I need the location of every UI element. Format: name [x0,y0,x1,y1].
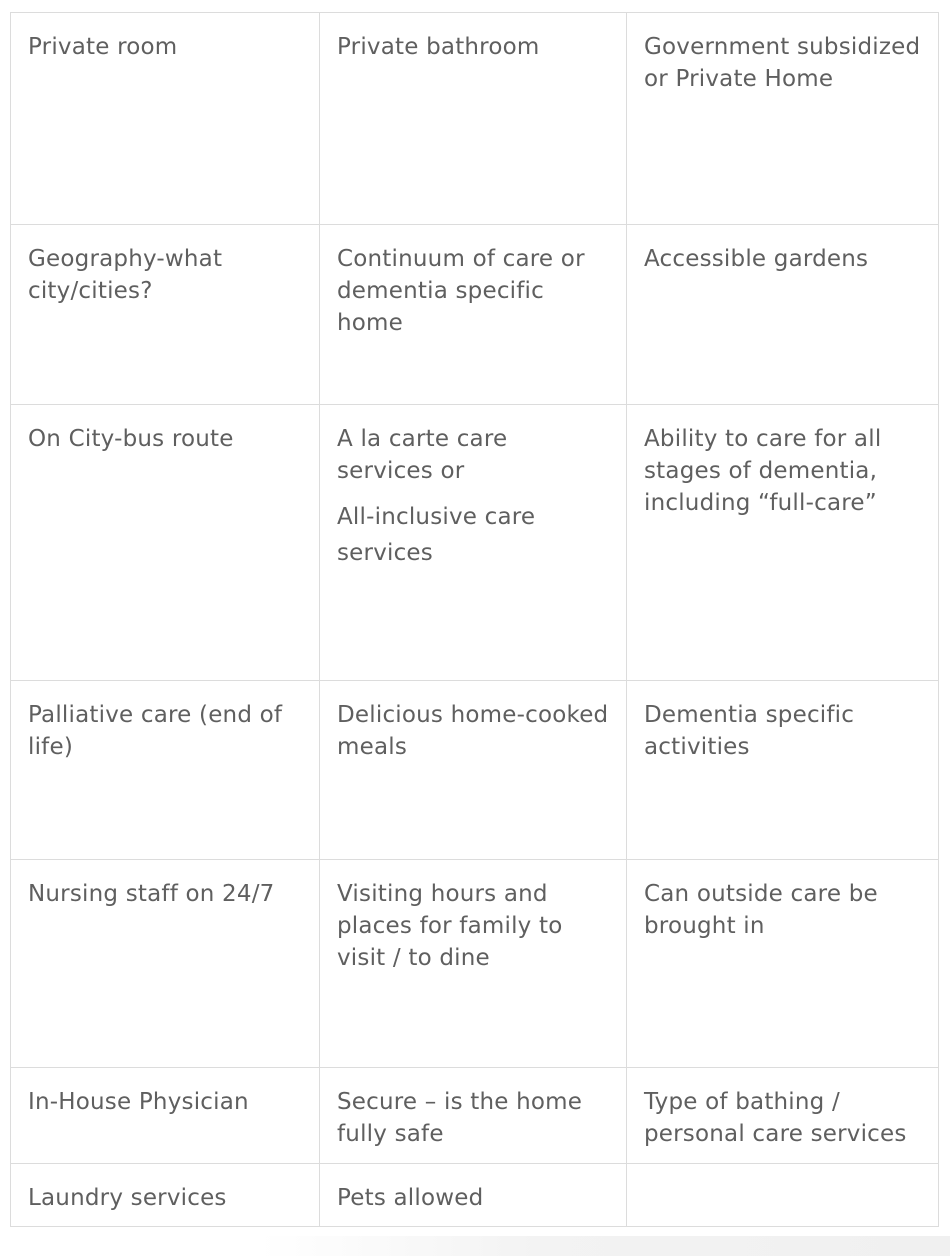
table-row [11,13,939,225]
table-cell: Private room [11,13,320,225]
table-cell: Geography-what city/cities? [11,225,320,405]
table-cell: Type of bathing / personal care services [627,1068,939,1164]
table-row [11,225,939,405]
table-cell: Continuum of care or dementia specific home [320,225,627,405]
table-row [11,681,939,860]
table-row [11,860,939,1068]
checklist-table [10,12,939,1227]
table-cell: Laundry services [11,1164,320,1227]
table-cell: Government subsidized or Private Home [627,13,939,225]
table-cell: Dementia specific activities [627,681,939,860]
table-cell: In-House Physician [11,1068,320,1164]
table-cell: Pets allowed [320,1164,627,1227]
table-cell: Delicious home-cooked meals [320,681,627,860]
bottom-edge-shadow [260,1236,950,1256]
table-cell: Ability to care for all stages of dementia, including “full-care” [627,405,939,681]
table-row [11,1164,939,1227]
table-cell [627,1164,939,1227]
table-cell: Accessible gardens [627,225,939,405]
table-cell: Private bathroom [320,13,627,225]
table-row [11,1068,939,1164]
table-cell: Secure – is the home fully safe [320,1068,627,1164]
table-row [11,405,939,681]
cell-paragraph: A la carte care services or [337,426,508,484]
table-cell: Visiting hours and places for family to visit / to dine [320,860,627,1068]
table-cell: Palliative care (end of life) [11,681,320,860]
table-cell: Can outside care be brought in [627,860,939,1068]
cell-paragraph: All-inclusive care services [337,504,536,566]
table-cell [320,405,627,681]
table-cell: On City-bus route [11,405,320,681]
table-cell: Nursing staff on 24/7 [11,860,320,1068]
